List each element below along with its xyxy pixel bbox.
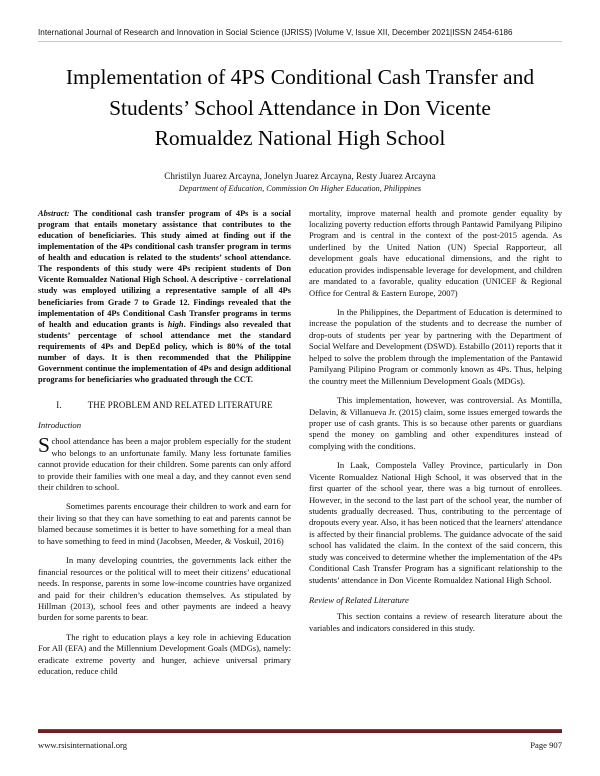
right-paragraph-2: In the Philippines, the Department of Education is determined to increase the population of the students and to decrease the number of drop-outs of students per year by partnering with the Department of Social Welfare and Development (DSWD). Estabillo (2011) reports that it helped to solve the problem through the implementation of the Pantawid Pamilyang Pilipino Program or commonly known as 4Ps. Thus, helping the country meet the Millennium Development Goals (MDGs). [309, 307, 562, 386]
footer-website-link[interactable]: www.rsisinternational.org [38, 740, 128, 750]
right-paragraph-5: This section contains a review of research literature about the variables and indicators considered in this study. [309, 611, 562, 633]
header-divider [38, 41, 562, 42]
right-paragraph-1: mortality, improve maternal health and promote gender equality by localizing poverty reduction efforts through Pantawid Pamilyang Pilipino Program and is central in the context of the post-2015 agenda. As underlined by the United Nation (UN) Special Rapporteur, all development goals have educational dimensions, and the right to education provides indispensable leverage for development, and children are mandated to a favorable, quality education (UNICEF & Regional Office for Central & Eastern Europe, 2007) [309, 207, 562, 298]
left-paragraph-1: School attendance has been a major problem especially for the student who belongs to an unfortunate family. Many less fortunate families cannot provide education for their children. Some parents can only afford to provide their families with one meal a day, and they cannot even send their children to school. [38, 433, 291, 493]
right-paragraph-4: In Laak, Compostela Valley Province, particularly in Don Vicente Romualdez National High School, it was observed that in the first quarter of the school year, there was a big turnout of enrollees. However, in the second to the last part of the school year, the number of students gradually decreased. Thus, contributing to the percentage of dropouts every year. Also, it has been noticed that the learners' attendance is affected by their financial problems. The guidance advocate of the said school has validated the claim. In the context of the said concern, this study was conceived to determine whether the implementation of the 4Ps Conditional Cash Transfer Program has a significant relationship to the students’ attendance in Don Vicente Romualdez National High School. [309, 460, 562, 585]
abstract-emphasis: high [167, 319, 184, 329]
footer-page-number: Page 907 [530, 740, 562, 750]
section-numeral: I. [56, 399, 62, 410]
two-column-body [38, 208, 562, 678]
running-header: International Journal of Research and Innovation in Social Science (IJRISS) |Volume V, Issue XII, December 2021|ISSN 2454-6186 [38, 28, 513, 37]
left-paragraph-3: In many developing countries, the governments lack either the financial resources or the political will to meet their citizens’ educational needs. In response, parents in some low-income countries have organized and paid for their children’s education themselves. As stipulated by Hillman (2013), school fees and other payments are indeed a heavy burden for some parents to bear. [38, 555, 291, 623]
author-affiliation: Department of Education, Commission On Higher Education, Philippines [178, 183, 422, 193]
page-footer [38, 729, 562, 750]
left-column [38, 208, 291, 678]
right-column [309, 208, 562, 678]
section-title: THE PROBLEM AND RELATED LITERATURE [87, 399, 273, 410]
abstract-text-part-1: The conditional cash transfer program of 4Ps is a social program that entails monetary assistance that contributes to the education of beneficiaries. This study aimed at finding out if the implementation of the 4Ps conditional cash transfer program in terms of health and education is related to the students’ school attendance. The respondents of this study were 4Ps recipient students of Don Vicente Romualdez National High School. A descriptive - correlational study was employed utilizing a representative sample of all 4Ps beneficiaries from Grade 7 to Grade 12. Findings revealed that the implementation of 4Ps Conditional Cash Transfer programs in terms of health and education grants is [38, 208, 291, 329]
left-paragraph-2: Sometimes parents encourage their children to work and earn for their living so that they can have something to eat and parents cannot be blamed because sometimes it is better to have something for a meal than to have something to feed in mind (Jacobsen, Meeder, & Voskuil, 2016) [38, 501, 291, 546]
abstract-label: Abstract: [38, 208, 70, 218]
abstract-paragraph [38, 208, 291, 386]
left-paragraph-4: The right to education plays a key role in achieving Education For All (EFA) and the Millennium Development Goals (MDGs), namely: eradicate extreme poverty and hunger, achieve universal primary education, reduce child [38, 631, 291, 677]
introduction-heading: Introduction [38, 420, 82, 431]
footer-divider [38, 729, 562, 733]
right-paragraph-3: This implementation, however, was controversial. As Montilla, Delavin, & Villanueva Jr. (2015) claim, some issues emerged towards the proper use of cash grants. This is so because other parents or guardians spend the money on gambling and other expenditures instead of complying with the conditions. [309, 395, 562, 451]
page-title: Implementation of 4PS Conditional Cash Transfer and Students’ School Attendance in Don Vicente Romualdez National High School [65, 65, 535, 151]
section-heading [38, 400, 291, 412]
abstract-text-part-2: . Findings also revealed that students’ percentage of school attendance met the standard requirements of 4Ps and DepEd policy, which is 80% of the total number of days. It is then recommended that the Philippine Government continue the implementation of 4Ps and design additional programs for beneficiaries who graduated through the CCT. [38, 319, 292, 385]
footer-row [38, 740, 562, 750]
author-list: Christilyn Juarez Arcayna, Jonelyn Juarez Arcayna, Resty Juarez Arcayna [164, 170, 436, 181]
review-literature-heading: Review of Related Literature [309, 595, 409, 606]
